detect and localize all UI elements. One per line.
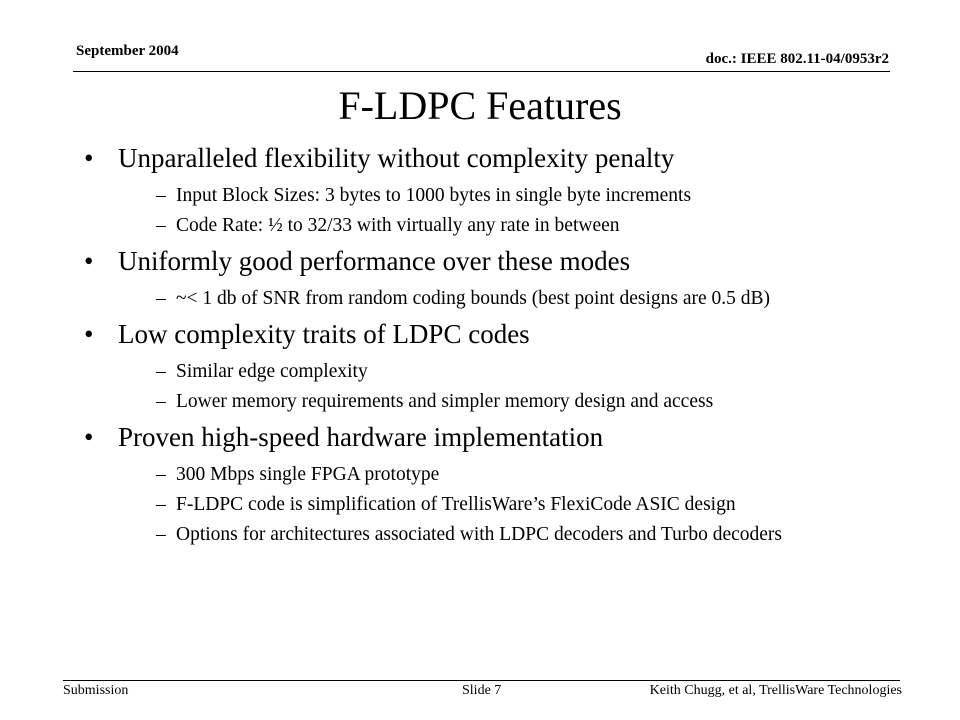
sub-bullet-item	[80, 215, 900, 236]
sub-bullet-text: Options for architectures associated with LDPC decoders and Turbo decoders	[176, 524, 782, 545]
dash-icon: –	[156, 524, 166, 545]
sub-bullet-text: Input Block Sizes: 3 bytes to 1000 bytes in single byte increments	[176, 185, 692, 206]
bullet-text: Proven high-speed hardware implementation	[118, 422, 604, 452]
footer-divider	[63, 680, 900, 681]
dash-icon: –	[156, 361, 166, 382]
bullet-item	[80, 318, 900, 351]
sub-bullet-text: F-LDPC code is simplification of TrellisWare’s FlexiCode ASIC design	[176, 494, 736, 515]
bullet-dot-icon: •	[84, 143, 94, 173]
bullet-item	[80, 421, 900, 454]
bullet-dot-icon: •	[84, 246, 94, 276]
sub-bullet-list	[80, 288, 900, 309]
sub-bullet-item	[80, 464, 900, 485]
dash-icon: –	[156, 391, 166, 412]
dash-icon: –	[156, 494, 166, 515]
sub-bullet-item	[80, 494, 900, 515]
dash-icon: –	[156, 185, 166, 206]
dash-icon: –	[156, 288, 166, 309]
bullet-item	[80, 245, 900, 278]
sub-bullet-item	[80, 524, 900, 545]
bullet-item	[80, 142, 900, 175]
sub-bullet-item	[80, 288, 900, 309]
bullet-list	[80, 142, 900, 554]
bullet-dot-icon: •	[84, 319, 94, 349]
footer-authors: Keith Chugg, et al, TrellisWare Technologies	[649, 683, 902, 698]
sub-bullet-text: ~< 1 db of SNR from random coding bounds (best point designs are 0.5 dB)	[176, 288, 771, 309]
sub-bullet-text: 300 Mbps single FPGA prototype	[176, 464, 440, 485]
sub-bullet-item	[80, 391, 900, 412]
bullet-dot-icon: •	[84, 422, 94, 452]
sub-bullet-list	[80, 185, 900, 236]
bullet-text: Low complexity traits of LDPC codes	[118, 319, 530, 349]
header-divider	[73, 71, 890, 72]
slide-title: F-LDPC Features	[338, 83, 622, 128]
dash-icon: –	[156, 464, 166, 485]
sub-bullet-list	[80, 361, 900, 412]
sub-bullet-list	[80, 464, 900, 545]
sub-bullet-text: Code Rate: ½ to 32/33 with virtually any rate in between	[176, 215, 620, 236]
bullet-text: Uniformly good performance over these modes	[118, 246, 631, 276]
sub-bullet-item	[80, 361, 900, 382]
sub-bullet-item	[80, 185, 900, 206]
header-doc-id: doc.: IEEE 802.11-04/0953r2	[705, 51, 889, 67]
bullet-text: Unparalleled flexibility without complexity penalty	[118, 143, 675, 173]
footer-submission: Submission	[63, 683, 129, 698]
sub-bullet-text: Similar edge complexity	[176, 361, 368, 382]
sub-bullet-text: Lower memory requirements and simpler memory design and access	[176, 391, 714, 412]
footer-slide-number: Slide 7	[462, 683, 502, 698]
dash-icon: –	[156, 215, 166, 236]
header-date: September 2004	[76, 43, 179, 59]
